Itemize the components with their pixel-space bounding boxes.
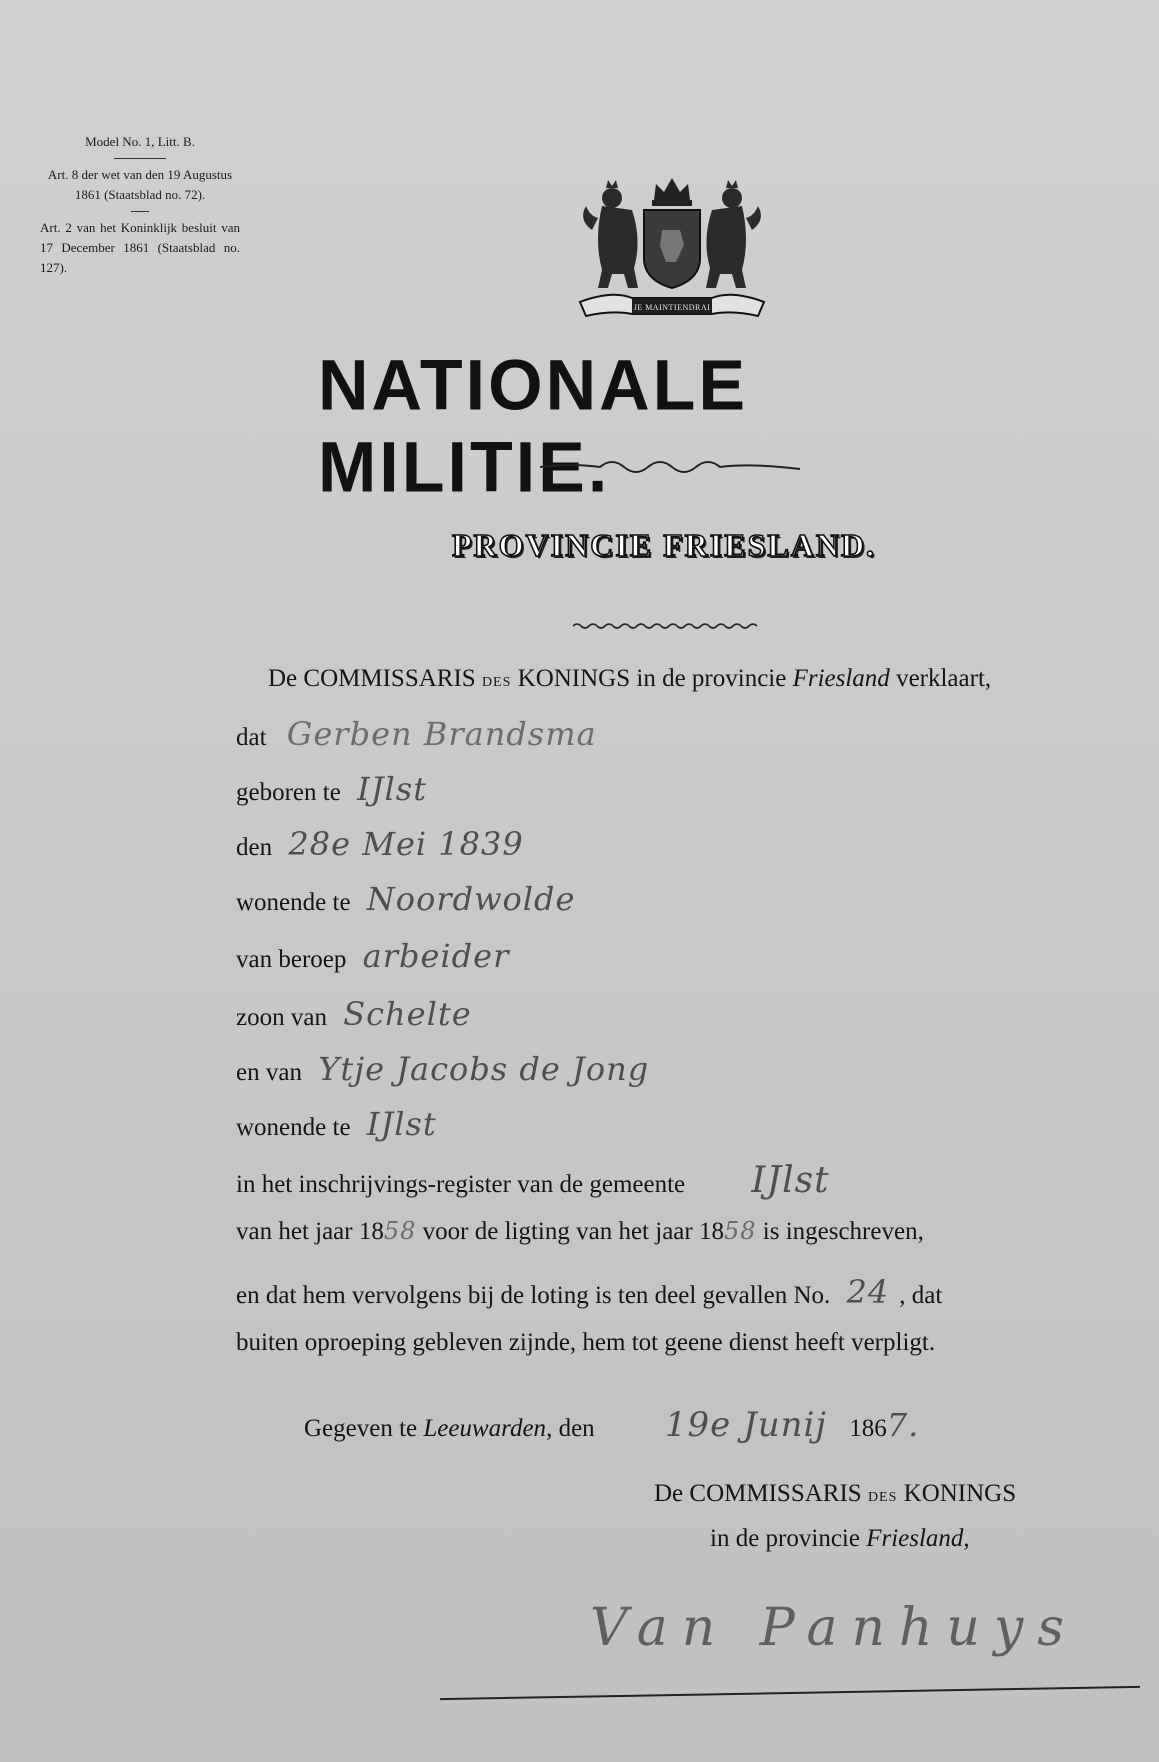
margin-note [40,132,240,278]
divider [131,211,149,212]
occupation-line: van beroep arbeider [236,937,510,975]
handwritten-birthplace: IJlst [357,770,428,808]
motto-text: JE MAINTIENDRAI [633,303,711,312]
coat-of-arms-icon [572,170,772,330]
closing-province: in de provincie Friesland, [710,1525,970,1552]
handwritten-occupation: arbeider [362,937,510,975]
model-number: Model No. 1, Litt. B. [85,134,195,149]
handwritten-mother: Ytje Jacobs de Jong [318,1050,650,1088]
register-line: in het inschrijvings-register van de gemeente IJlst [236,1160,830,1201]
mother-line: en van Ytje Jacobs de Jong [236,1050,650,1088]
document-title: NATIONALE MILITIE. [318,345,749,507]
lot-line: en dat hem vervolgens bij de loting is ten deel gevallen No. 24 , dat [236,1273,943,1311]
birthdate-line: den 28e Mei 1839 [236,825,524,863]
divider [114,158,166,159]
issued-line: Gegeven te Leeuwarden, den 19e Junij 1867. [304,1405,920,1445]
closing-title: De COMMISSARIS des KONINGS [654,1480,1017,1507]
residence-line: wonende te Noordwolde [236,880,576,918]
legal-reference-besluit: Art. 2 van het Koninklijk besluit van 17 December 1861 (Staatsblad no. 127). [40,220,240,275]
handwritten-name: Gerben Brandsma [286,715,597,753]
name-line: dat Gerben Brandsma [236,715,597,753]
handwritten-issue-date: 19e Junij [664,1405,827,1445]
handwritten-municipality: IJlst [751,1160,830,1201]
handwritten-residence: Noordwolde [366,880,576,918]
flourish-ornament [540,455,800,479]
father-line: zoon van Schelte [236,995,472,1033]
year-line: van het jaar 1858 voor de ligting van het jaar 1858 is ingeschreven, [236,1217,924,1245]
handwritten-birthdate: 28e Mei 1839 [288,825,524,863]
handwritten-lot-number: 24 [846,1273,890,1311]
parents-residence-line: wonende te IJlst [236,1105,437,1143]
intro-line: De COMMISSARIS des KONINGS in de provincie Friesland verklaart, [268,665,992,692]
commissioner-signature: Van Panhuys [590,1598,1078,1658]
signature-underline [440,1686,1140,1700]
wavy-rule [573,620,759,632]
birthplace-line: geboren te IJlst [236,770,428,808]
handwritten-father: Schelte [343,995,472,1033]
exemption-line: buiten oproeping gebleven zijnde, hem tot geene dienst heeft verpligt. [236,1329,936,1356]
province-heading: PROVINCIE FRIESLAND. [452,527,877,563]
legal-reference-wet: Art. 8 der wet van den 19 Augustus 1861 (Staatsblad no. 72). [47,167,233,202]
handwritten-parents-residence: IJlst [366,1105,437,1143]
